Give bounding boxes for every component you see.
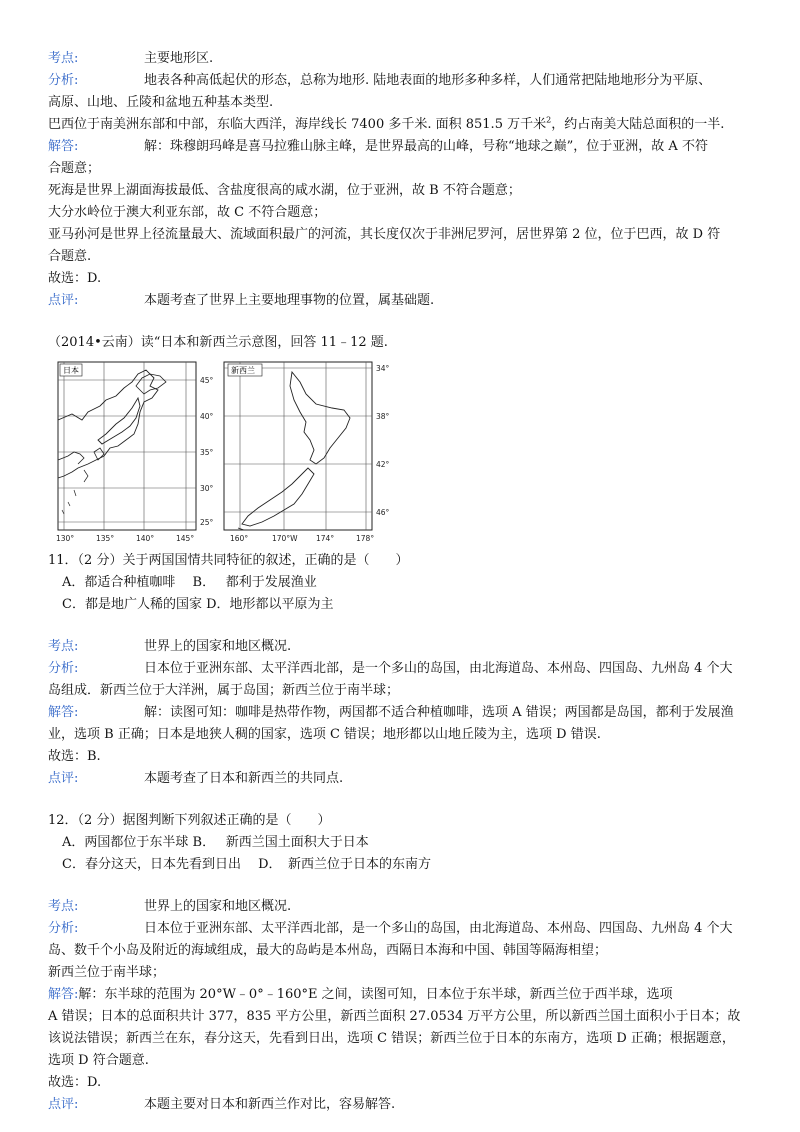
q12-jieda-line: 该说法错误；新西兰在东，春分这天，先看到日出，选项 C 错误；新西兰位于日本的东南方，选项 D 正确；根据题意，: [48, 1031, 735, 1046]
japan-map-title: 日本: [63, 366, 79, 375]
nz-lat-label: 42°: [376, 460, 390, 469]
q12-fenxi-line: 岛、数千个小岛及附近的海域组成，最大的岛屿是本州岛，西隔日本海和中国、韩国等隔海相望；: [48, 943, 608, 958]
q12-jieda-line: A 错误；日本的总面积共计 377，835 平方公里，新西兰面积 27.0534 万平方公里，所以新西兰国土面积小于日本；故: [48, 1009, 741, 1024]
q11-option-line: A．都适合种植咖啡 B． 都利于发展渔业: [62, 575, 317, 590]
q11-fenxi-row: [48, 658, 760, 680]
q11-stem: 11．（2 分）关于两国国情共同特征的叙述，正确的是（ ）: [48, 553, 409, 568]
q10-jieda-line: 合题意.: [48, 249, 92, 264]
japan-lat-label: 45°: [200, 376, 214, 385]
japan-lat-label: 30°: [200, 484, 214, 493]
japan-lon-label: 145°: [176, 534, 195, 543]
q10-kaodian-row: [48, 48, 760, 70]
q10-kaodian-text: 主要地形区.: [144, 51, 214, 66]
kaodian-label: 考点:: [48, 899, 79, 914]
nz-lat-label: 38°: [376, 412, 390, 421]
document-page: [48, 48, 760, 1116]
q10-jieda-line: 死海是世界上湖面海拔最低、含盐度很高的咸水湖，位于亚洲，故 B 不符合题意；: [48, 183, 521, 198]
q11-option-line: C．都是地广人稀的国家 D．地形都以平原为主: [62, 597, 334, 612]
q10-answer: 故选：D.: [48, 271, 102, 286]
q11-kaodian-text: 世界上的国家和地区概况.: [144, 639, 292, 654]
q11-jieda-line: 业，选项 B 正确；日本是地狭人稠的国家，选项 C 错误；地形都以山地丘陵为主，选项 D 错误.: [48, 727, 601, 742]
q10-fenxi-cont: 高原、山地、丘陵和盆地五种基本类型.: [48, 95, 274, 110]
q12-jieda-row: [48, 984, 760, 1006]
fenxi-label: 分析:: [48, 73, 79, 88]
dianping-label: 点评:: [48, 771, 79, 786]
kaodian-label: 考点:: [48, 639, 79, 654]
q12-answer: 故选：D.: [48, 1075, 102, 1090]
q12-jieda-line: 选项 D 符合题意.: [48, 1053, 149, 1068]
japan-lat-label: 40°: [200, 412, 214, 421]
nz-lon-label: 170°W: [272, 534, 298, 543]
q12-option-line: C．春分这天，日本先看到日出 D． 新西兰位于日本的东南方: [62, 857, 432, 872]
nz-lon-label: 174°: [316, 534, 335, 543]
q10-fenxi-text: 地表各种高低起伏的形态，总称为地形. 陆地表面的地形多种多样，人们通常把陆地地形分为平原、: [144, 73, 712, 88]
q10-jieda-line: 大分水岭位于澳大利亚东部，故 C 不符合题意；: [48, 205, 327, 220]
q10-brazil-text-b: ，约占南美大陆总面积的一半.: [551, 117, 725, 132]
q11-fenxi-text: 日本位于亚洲东部、太平洋西北部，是一个多山的岛国，由北海道岛、本州岛、四国岛、九州岛 4 个大: [144, 661, 733, 676]
q12-fenxi-row: [48, 918, 760, 940]
fenxi-label: 分析:: [48, 661, 79, 676]
japan-lon-label: 135°: [96, 534, 115, 543]
q10-jieda-line: 合题意；: [48, 161, 101, 176]
q10-brazil-sup: 2: [546, 115, 552, 125]
q10-jieda-row: [48, 136, 760, 158]
japan-lon-label: 140°: [136, 534, 155, 543]
q12-fenxi-line: 新西兰位于南半球；: [48, 965, 166, 980]
japan-map: [54, 360, 224, 546]
japan-lat-label: 35°: [200, 448, 214, 457]
q10-jieda-text: 解：珠穆朗玛峰是喜马拉雅山脉主峰，是世界最高的山峰，号称“地球之巅”，位于亚洲，故 A 不符: [144, 139, 708, 154]
nz-lat-label: 34°: [376, 364, 390, 373]
jieda-label: 解答:: [48, 705, 79, 720]
nz-lon-label: 160°: [230, 534, 249, 543]
nz-lon-label: 178°: [356, 534, 375, 543]
japan-lon-label: 130°: [56, 534, 75, 543]
q10-fenxi-row: [48, 70, 760, 92]
q12-dianping-row: [48, 1094, 760, 1116]
q11-kaodian-row: [48, 636, 760, 658]
dianping-label: 点评:: [48, 1097, 79, 1112]
nz-lat-label: 46°: [376, 508, 390, 517]
q10-fenxi-brazil: [48, 114, 760, 136]
kaodian-label: 考点:: [48, 51, 79, 66]
q11-dianping-text: 本题考查了日本和新西兰的共同点.: [144, 771, 344, 786]
q12-dianping-text: 本题主要对日本和新西兰作对比，容易解答.: [144, 1097, 396, 1112]
dianping-label: 点评:: [48, 293, 79, 308]
q11-jieda-text: 解：读图可知：咖啡是热带作物，两国都不适合种植咖啡，选项 A 错误；两国都是岛国，都利于发展渔: [144, 705, 734, 720]
jieda-label: 解答:: [48, 987, 79, 1002]
group-intro: （2014•云南）读“日本和新西兰示意图，回答 11﹣12 题.: [48, 335, 388, 350]
q12-jieda-text: 解：东半球的范围为 20°W﹣0°﹣160°E 之间，读图可知，日本位于东半球，新西兰位于西半球，选项: [78, 987, 673, 1002]
q12-stem: 12．（2 分）据图判断下列叙述正确的是（ ）: [48, 813, 331, 828]
maps-figure: [48, 360, 760, 546]
q12-option-line: A．两国都位于东半球 B． 新西兰国土面积大于日本: [62, 835, 369, 850]
q11-answer: 故选：B.: [48, 749, 101, 764]
q10-jieda-line: 亚马孙河是世界上径流量最大、流域面积最广的河流，其长度仅次于非洲尼罗河，居世界第 2 位，位于巴西，故 D 符: [48, 227, 721, 242]
q11-dianping-row: [48, 768, 760, 790]
japan-lat-label: 25°: [200, 518, 214, 527]
q10-brazil-text-a: 巴西位于南美洲东部和中部，东临大西洋，海岸线长 7400 多千米. 面积 851.5 万千米: [48, 117, 547, 132]
q11-fenxi-line: 岛组成．新西兰位于大洋洲，属于岛国；新西兰位于南半球；: [48, 683, 400, 698]
q11-jieda-row: [48, 702, 760, 724]
q12-kaodian-text: 世界上的国家和地区概况.: [144, 899, 292, 914]
q12-fenxi-text: 日本位于亚洲东部、太平洋西北部，是一个多山的岛国，由北海道岛、本州岛、四国岛、九州岛 4 个大: [144, 921, 733, 936]
q10-dianping-text: 本题考查了世界上主要地理事物的位置，属基础题.: [144, 293, 435, 308]
jieda-label: 解答:: [48, 139, 79, 154]
q10-dianping-row: [48, 290, 760, 312]
nz-map-title: 新西兰: [231, 366, 255, 375]
q12-kaodian-row: [48, 896, 760, 918]
fenxi-label: 分析:: [48, 921, 79, 936]
new-zealand-map: [220, 360, 396, 546]
